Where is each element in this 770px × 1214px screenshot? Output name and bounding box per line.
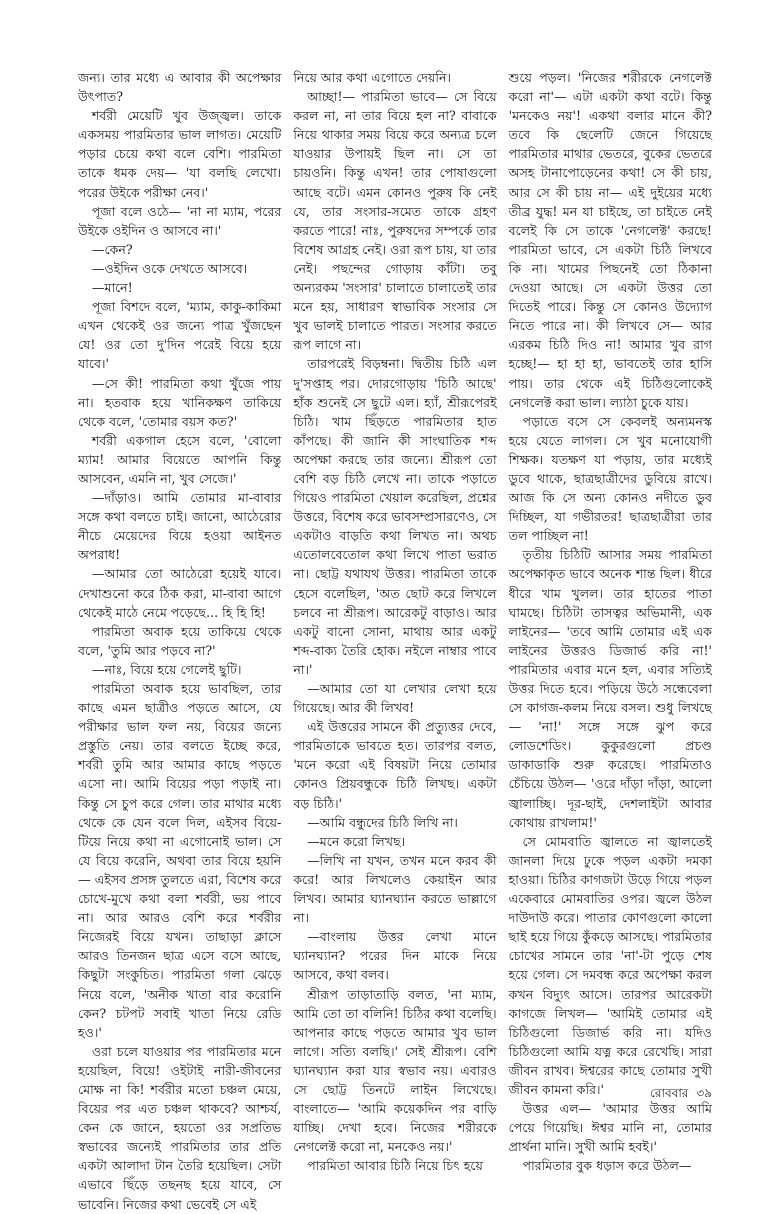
paragraph: —বাংলায় উত্তর লেখা মানে ঘ্যানঘ্যান? পরের দিন মাকে নিয়ে আসবে, কথা বলব।: [293, 929, 497, 983]
paragraph: —মনে করো লিখছ।: [307, 833, 406, 849]
paragraph: সে মোমবাতি জ্বালতে না জ্বালতেই জানলা দিয়ে ঢুকে পড়ল একটা দমকা হাওয়া। চিঠির কাগজটা উড়ে গিয়ে পড়ল একেবারে মোমবাতির ওপর। জ্বলে উঠল দাউদাউ করে। পাতার কোণগুলো কালো ছাই হয়ে গিয়ে কুঁকড়ে আসছে। পারমিতার চোখের সামনে তার 'না'-টা পুড়ে শেষ হয়ে গেল। সে দমবন্ধ করে অপেক্ষা করল কখন বিদ্যুৎ আসে। তারপর আরেকটা কাগজে লিখল— 'আমিই তোমার এই চিঠিগুলো ডিজার্ভ করি না। যদিও চিঠিগুলো আমি যত্ন করে রেখেছি। সারা জীবন রাখব। ঈশ্বরের কাছে তোমার সুখী জীবন কামনা করি।': [508, 833, 712, 1097]
paragraph: জন্য। তার মধ্যে এ আবার কী অপেক্ষার উৎপাত?: [78, 70, 282, 105]
paragraph: —সে কী! পারমিতা কথা খুঁজে পায় না। হতবাক হয়ে খানিকক্ষণ তাকিয়ে থেকে বলে, 'তোমার বয়স কত?': [78, 375, 282, 429]
paragraph: পারমিতা অবাক হয়ে ভাবছিল, তার কাছে এমন ছাত্রীও পড়তে আসে, যে পরীক্ষার ভাল ফল নয়, বিয়ের জন্যে প্রস্তুতি নেয়। তার বলতে ইচ্ছে করে, শর্বরী তুমি আর আমার কাছে পড়তে এসো না। আমি বিয়ের পড়া পড়াই না। কিন্তু সে চুপ করে গেল। তার মাথার মধ্যে থেকে কে যেন বলে দিল, এইসব বিয়ে-টিয়ে নিয়ে কথা না এগোনোই ভাল। সে যে বিয়ে করেনি, অথবা তার বিয়ে হয়নি— এইসব প্রসঙ্গ তুলতে এরা, বিশেষ করে চোখে-মুখে কথা বলা শর্বরী, ভয় পাবে না। আর আরও বেশি করে শর্বরীর নিজেরই বিয়ে যখন। তাছাড়া ক্লাসে আরও তিনজন ছাত্র এসে বসে আছে, কিছুটা সংকুচিত। পারমিতা গলা ঝেড়ে নিয়ে বলে, 'অনীক খাতা বার করোনি কেন? চটপট সবাই খাতা নিয়ে রেডি হও।': [78, 681, 282, 1040]
paragraph: পূজা বিশদে বলে, 'ম্যাম, কাকু-কাকিমা এখন থেকেই ওর জন্যে পাত্র খুঁজছেন যে! ওর তো দু'দিন পরেই বিয়ে হয়ে যাবে।': [78, 299, 282, 372]
paragraph: —লিখি না যখন, তখন মনে করব কী করে! আর লিখলেও কেয়াইন আর লিখব। আমার ঘ্যানঘ্যান করতে ভাল্লাগে না।: [293, 852, 497, 926]
paragraph: পারমিতা আবার চিঠি নিয়ে চিৎ হয়ে: [307, 1158, 483, 1174]
paragraph: তৃতীয় চিঠিটি আসার সময় পারমিতা অপেক্ষাকৃত ভাবে অনেক শান্ত ছিল। ধীরে ধীরে খাম খুলল। তার হাতের পাতা ঘামছে। চিঠিটা তাসত্বর অভিমানী, এক লাইনের— 'তবে আমি তোমার এই এক লাইনের উত্তরও ডিজার্ভ করি না!' পারমিতার এবার মনে হল, এবার সত্যিই উত্তর দিতে হবে। পড়িয়ে উঠে সন্ধেবেলা সে কাগজ-কলম নিয়ে বসল। শুধু লিখছে— 'না!' সঙ্গে সঙ্গে ঝুপ করে লোডশেডিং। কুকুরগুলো প্রচণ্ড ডাকাডাকি শুরু করেছে। পারমিতাও চেঁচিয়ে উঠল— 'ওরে দাঁড়া দাঁড়া, আলো জ্বালাচ্ছি। দূর-ছাই, দেশলাইটা আবার কোথায় রাখলাম!': [508, 547, 712, 830]
paragraph: উত্তর এল— 'আমার উত্তর আমি পেয়ে গিয়েছি। ঈশ্বর মানি না, তোমার প্রার্থনা মানি। সুখী আমি হবই।': [508, 1101, 712, 1155]
paragraph: —আমার তো যা লেখার লেখা হয়ে গিয়েছে। আর কী লিখব!: [293, 681, 497, 716]
paragraph: শর্বরী একগাল হেসে বলে, 'বোলো ম্যাম! আমার বিয়েতে আপনি কিন্তু আসবেন, এমনি না, খুব সেজে।': [78, 432, 282, 486]
magazine-name: রোববার: [650, 1086, 689, 1100]
paragraph: —মানে!: [91, 280, 133, 296]
text-column-2: [293, 68, 497, 1174]
text-column-1: [78, 68, 282, 1212]
paragraph: তারপরেই বিড়ম্বনা। দ্বিতীয় চিঠি এল দু'সপ্তাহ পর। দোরগোড়ায় 'চিঠি আছে' হাঁক শুনেই সে ছুটে এল। হ্যাঁ, শ্রীরূপেরই চিঠি। খাম ছিঁড়তে পারমিতার হাত কাঁপছে। কী জানি কী সাংঘাতিক শব্দ অপেক্ষা করছে তার জন্যে। শ্রীরূপ তো বেশি বড় চিঠি লেখে না। তাকে পড়াতে গিয়েও পারমিতা খেয়াল করেছিল, প্রশ্নের উত্তরে, বিশেষ করে ভাবসম্প্রসারণেও, সে একটাও বাড়তি কথা লিখত না। অথচ এতোলবেতোল কথা লিখে পাতা ভরাত না। ছোট্ট যথাযথ উত্তর। পারমিতা তাকে হেসে বলেছিল, 'অত ছোট করে লিখলে চলবে না শ্রীরূপ। আরেকটু বাড়াও। আর একটু বানো সোনা, মাথায় আর একটু শব্দ-বাক্য তৈরি হোক। নইলে নাম্বার পাবে না।': [293, 356, 497, 677]
paragraph: পূজা বলে ওঠে— 'না না ম্যাম, পরের উইকে ওইদিন ও আসবে না।': [78, 203, 282, 238]
paragraph: —ওইদিন ওকে দেখতে আসবে।: [91, 260, 248, 276]
paragraph: —আমি বন্ধুদের চিঠি লিখি না।: [307, 814, 458, 830]
paragraph: পড়াতে বসে সে কেবলই অন্যমনস্ক হয়ে যেতে লাগল। সে খুব মনোযোগী শিক্ষক। যতক্ষণ যা পড়ায়, তার মধ্যেই ডুবে থাকে, ছাত্রছাত্রীদের ডুবিয়ে রাখে। আজ কি সে অন্য কোনও নদীতে ডুব দিচ্ছিল, যা গভীরতর! ছাত্রছাত্রীরা তার তল পাচ্ছিল না!: [508, 413, 712, 544]
paragraph: এই উত্তরের সামনে কী প্রত্যুত্তর দেবে, পারমিতাকে ভাবতে হত। তারপর বলত, 'মনে করো এই বিষয়টা নিয়ে তোমার কোনও প্রিয়বন্ধুকে চিঠি লিখছ। একটা বড় চিঠি।': [293, 719, 497, 811]
paragraph: নিয়ে আর কথা এগোতে দেয়নি।: [293, 70, 451, 85]
paragraph: পারমিতা অবাক হয়ে তাকিয়ে থেকে বলে, 'তুমি আর পড়বে না?': [78, 623, 282, 658]
paragraph: —আমার তো আঠেরো হয়েই যাবে। দেখাশুনো করে ঠিক করা, মা-বাবা আগে থেকেই মাঠে নেমে পড়েছে... হি হি হি!: [78, 566, 282, 620]
paragraph: —কেন?: [91, 241, 133, 257]
paragraph: —দাঁড়াও। আমি তোমার মা-বাবার সঙ্গে কথা বলতে চাই। জানো, আঠেরোর নীচে মেয়েদের বিয়ে হওয়া আইনত অপরাধ!: [78, 490, 282, 563]
paragraph: —নাঃ, বিয়ে হয়ে গেলেই ছুটি।: [91, 661, 242, 677]
page-footer: [650, 1085, 712, 1105]
paragraph: শুয়ে পড়ল। 'নিজের শরীরকে নেগলেক্ট করো না'— এটা একটা কথা বটে। কিন্তু 'মনকেও নয়'! একথা বলার মানে কী? তবে কি ছেলেটি জেনে গিয়েছে পারমিতার মাথার ভেতরে, বুকের ভেতরে অসহ টানাপোড়েনের কথা! সে কী চায়, আর সে কী চায় না— এই দুইয়ের মধ্যে তীব্র যুদ্ধ! মন যা চাইছে, তা চাইতে নেই বলেই কি সে তাকে 'নেগলেক্ট' করছে! পারমিতা ভাবে, সে একটা চিঠি লিখবে কি না। খামের পিছনেই তো ঠিকানা দেওয়া আছে। সে একটা উত্তর তো দিতেই পারে। কিন্তু সে কোনও উদ্যোগ নিতে পারে না। কী লিখবে সে— আর এরকম চিঠি দিও না! আমার খুব রাগ হচ্ছে!— হা হা হা, ভাবতেই তার হাসি পায়। তার থেকে এই চিঠিগুলোকেই নেগলেক্ট করা ভাল। ল্যাঠা চুকে যায়।: [508, 70, 712, 410]
paragraph: শর্বরী মেয়েটি খুব উজ্জ্বল। তাকে একসময় পারমিতার ভাল লাগত। মেয়েটি পড়ার চেয়ে কথা বলে বেশি। পারমিতা তাকে ধমক দেয়— 'যা বলছি লেখো। পরের উইকে পরীক্ষা নেব।': [78, 108, 282, 200]
page-number: ৩৯: [696, 1086, 712, 1100]
paragraph: ওরা চলে যাওয়ার পর পারমিতার মনে হয়েছিল, বিয়ে! ওইটাই নারী-জীবনের মোক্ষ না কি! শর্বরীর মতো চঞ্চল মেয়ে, বিয়ের পর এত চঞ্চল থাকবে? আশ্চর্য, কেন কে জানে, হয়তো ওর সপ্রতিভ স্বভাবের জন্যেই পারমিতার তার প্রতি একটা আলাদা টান তৈরি হয়েছিল। সেটা এভাবে ছিঁড়ে তছনছ হয়ে যাবে, সে ভাবেনি। নিজের কথা ভেবেই সে এই: [78, 1043, 282, 1212]
paragraph: আচ্ছা!— পারমিতা ভাবে— সে বিয়ে করল না, না তার বিয়ে হল না? বাবাকে নিয়ে থাকার সময় বিয়ে করে অন্যত্র চলে যাওয়ার উপায়ই ছিল না। সে তা চায়ওনি। কিন্তু এখন! তার পোষাগুলো আছে বটে। এমন কোনও পুরুষ কি নেই যে, তার সংসার-সমেত তাকে গ্রহণ করতে পারে! নাঃ, পুরুষদের সম্পর্কে তার বিশেষ আগ্রহ নেই। ওরা রূপ চায়, যা তার নেই। পছন্দের গোড়ায় কাঁটা। তবু অন্যরকম 'সংসার' চালাতে চালাতেই তার মনে হয়, সাধারণ স্বাভাবিক সংসার সে খুব ভালই চালাতে পারত। সংসার করতে রূপ লাগে না।: [293, 89, 497, 353]
paragraph: শ্রীরূপ তাড়াতাড়ি বলত, 'না ম্যাম, আমি তো তা বলিনি! চিঠির কথা বলেছি। আপনার কাছে পড়তে আমার খুব ভাল লাগে। সত্যি বলছি।' সেই শ্রীরূপ। বেশি ঘ্যানঘ্যান করা যার স্বভাব নয়। এবারও সে ছোট্ট তিনটে লাইন লিখেছে। বাংলাতে— 'আমি কয়েকদিন পর বাড়ি যাচ্ছি। দেখা হবে। নিজের শরীরকে নেগলেক্ট করো না, মনকেও নয়।': [293, 986, 497, 1155]
paragraph: পারমিতার বুক ধড়াস করে উঠল—: [522, 1158, 692, 1174]
